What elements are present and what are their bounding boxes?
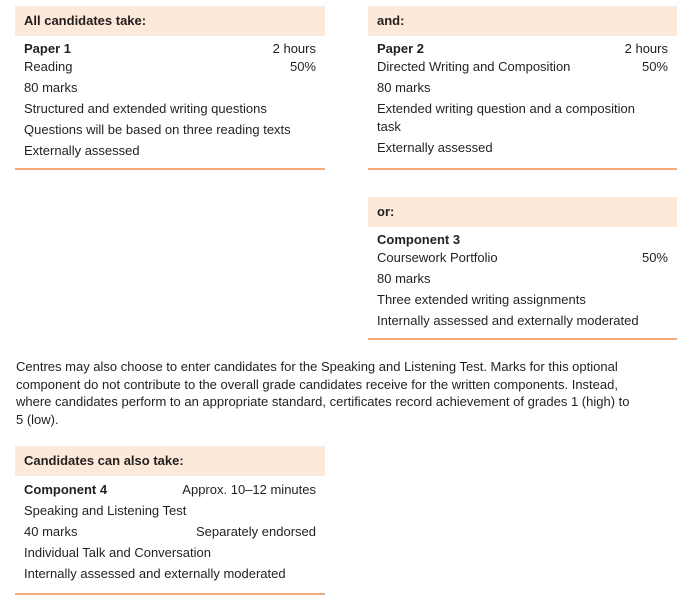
- component4-line2: Internally assessed and externally moderated: [24, 566, 286, 581]
- paper2-box: [368, 6, 677, 157]
- paper1-box: [15, 6, 325, 160]
- paper1-weight: 50%: [289, 59, 316, 74]
- paper2-rule: [368, 168, 677, 170]
- component3-box: [368, 197, 677, 330]
- component3-header: or:: [368, 197, 677, 227]
- paper1-subtitle: Reading: [24, 59, 73, 74]
- component4-marks: 40 marks: [24, 524, 78, 539]
- component3-line1: Three extended writing assignments: [377, 292, 586, 307]
- component3-subtitle: Coursework Portfolio: [377, 250, 498, 265]
- paper1-header: All candidates take:: [15, 6, 325, 36]
- component3-rule: [368, 338, 677, 340]
- paragraph-line-1: Centres may also choose to enter candidates for the Speaking and Listening Test. Marks for this optional: [16, 359, 618, 374]
- component4-duration: Approx. 10–12 minutes: [182, 482, 316, 497]
- paragraph-line-2: component do not contribute to the overall grade candidates receive for the written components. Instead,: [16, 376, 618, 392]
- component4-rule: [15, 593, 325, 595]
- paper2-title: Paper 2: [377, 41, 424, 56]
- paper1-line2: Questions will be based on three reading texts: [24, 122, 291, 137]
- paper2-line1b: task: [377, 119, 401, 134]
- paragraph-line-4: 5 (low).: [16, 411, 59, 427]
- component3-marks: 80 marks: [377, 271, 431, 286]
- component4-subtitle: Speaking and Listening Test: [24, 503, 187, 518]
- speaking-listening-paragraph: [16, 358, 656, 428]
- paper2-line2: Externally assessed: [377, 140, 493, 155]
- paragraph-line-3: where candidates perform to an appropriate standard, certificates record achievement of grades 1 (high) to: [16, 394, 630, 409]
- paper1-marks: 80 marks: [24, 80, 78, 95]
- paper2-duration: 2 hours: [624, 41, 668, 56]
- component4-title: Component 4: [24, 482, 108, 497]
- paper1-duration: 2 hours: [272, 41, 316, 56]
- component4-header: Candidates can also take:: [15, 446, 325, 476]
- component4-box: [15, 446, 325, 583]
- paper2-subtitle: Directed Writing and Composition: [377, 59, 571, 74]
- paper1-title: Paper 1: [24, 41, 71, 56]
- paper2-weight: 50%: [641, 59, 668, 74]
- component4-line1: Individual Talk and Conversation: [24, 545, 211, 560]
- paper1-line3: Externally assessed: [24, 143, 140, 158]
- paper2-line1a: Extended writing question and a composition: [377, 101, 635, 116]
- component3-weight: 50%: [641, 250, 668, 265]
- paper2-header: and:: [368, 6, 677, 36]
- paper1-rule: [15, 168, 325, 170]
- component4-endorsement: Separately endorsed: [196, 524, 316, 539]
- paper1-line1: Structured and extended writing questions: [24, 101, 267, 116]
- component3-title: Component 3: [377, 232, 461, 247]
- component3-line2: Internally assessed and externally moderated: [377, 313, 639, 328]
- paper2-marks: 80 marks: [377, 80, 431, 95]
